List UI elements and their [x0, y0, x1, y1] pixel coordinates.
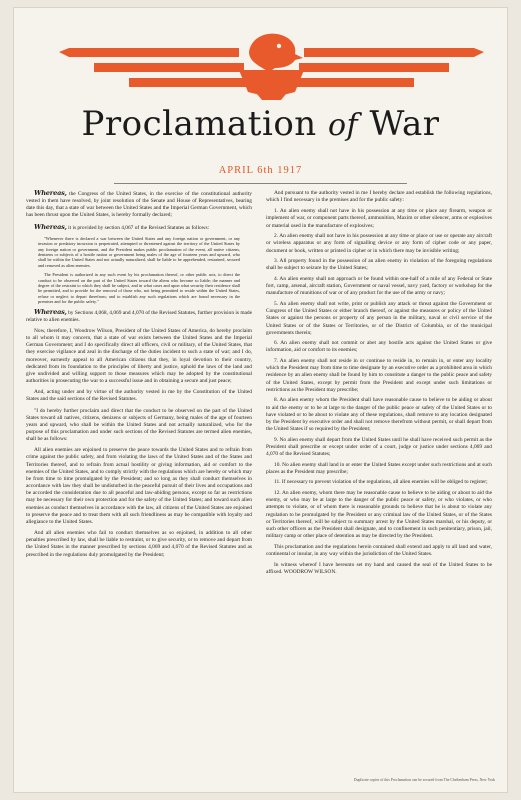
penalties-paragraph: And all alien enemies who fail to conduct themselves as so enjoined, in addition to all other penalties prescribed by law, shall be liable to restraint, or to give security, or to remove and depart from the United States in the manner prescribed by sections 4,069 and 4,070 of the Revised Statutes and as prescribed in the regulations duly promulgated by the President;: [26, 530, 252, 558]
regulation-2: 2. An alien enemy shall not have in his possession at any time or place or use or operate any aircraft or wireless apparatus or any form of signalling device or any form of cipher code or any paper, document or book, written or printed in cipher or in which there may be invisible writing;: [266, 233, 492, 254]
left-column: [26, 190, 252, 765]
proclamation-title: [14, 104, 507, 144]
whereas-paragraph-2: [26, 224, 252, 232]
poster-sheet: [14, 8, 507, 792]
regulation-1: 1. An alien enemy shall not have in his possession at any time or place any firearm, weapon or implement of war, or component parts thereof, ammunition, Maxim or other silencer, arms or explosives or material used in the manufacture of explosives;: [266, 208, 492, 229]
witness-paragraph: In witness whereof I have hereunto set my hand and caused the seal of the United States to be affixed. WOODROW WILSON.: [266, 562, 492, 576]
statute-quote-1: "Whenever there is declared a war between the United States and any foreign nation or government, or any invasion or predatory incursion is perpetrated, attempted or threatened against the territory of the United States by any foreign nation or government, and the President makes public proclamation of the event, all native citizens, denizens or subjects of a hostile nation or government being males of the age of fourteen years and upward, who shall be within the United States and not actually naturalized, shall be liable to be apprehended, restrained, secured and removed as alien enemies.: [38, 235, 240, 268]
right-column: [266, 190, 492, 765]
proclamation-paragraph: Now, therefore, I, Woodrow Wilson, President of the United States of America, do hereby proclaim to all whom it may concern, that a state of war exists between the United States and the Imperial German Government; and I do specifically direct all officers, civil or military, of the United States, that they exercise vigilance and zeal in the discharge of the duties incident to such a state of war; and I do, moreover, earnestly appeal to all American citizens that they, in loyal devotion to their country, dedicated from its foundation to the principles of liberty and justice, uphold the laws of the land and give undivided and willing support to those measures which may be adopted by the constitutional authorities in prosecuting the war to a successful issue and in obtaining a secure and just peace;: [26, 327, 252, 385]
whereas-lead: Whereas,: [34, 190, 67, 197]
statute-quote-2: The President is authorized in any such event by his proclamation thereof, or other public acts, to direct the conduct to be observed on the part of the United States toward the aliens who become so liable; the manner and degree of the restraint to which they shall be subject, and in what cases and upon what security their residence shall be permitted, and to provide for the removal of those who, not being permitted to reside within the United States, refuse or neglect to depart therefrom; and to establish any such regulations which are found necessary in the premises and for the public safety.": [38, 272, 240, 305]
regulation-5: 5. An alien enemy shall not write, print or publish any attack or threat against the Government or Congress of the United States or either branch thereof, or against the measures or policy of the United States or against the persons or property of any person in the military, naval or civil service of the United States or of the States or Territories, or of the District of Columbia, or of the municipal governments therein;: [266, 301, 492, 336]
proclamation-date: APRIL 6th 1917: [218, 165, 303, 176]
regulation-4: 4. An alien enemy shall not approach or be found within one-half of a mile of any Federal or State fort, camp, arsenal, aircraft station, Government or naval vessel, navy yard, factory or workshop for the manufacture of munitions of war or of any product for the use of the army or navy;: [266, 276, 492, 297]
printer-footnote: Duplicate copies of this Proclamation can be secured from The Cheltenham Press, New York: [353, 778, 495, 782]
whereas-lead: Whereas,: [34, 307, 67, 316]
divider: [114, 183, 407, 184]
jurisdiction-paragraph: This proclamation and the regulations herein contained shall extend and apply to all land and water, continental or insular, in any way within the jurisdiction of the United States.: [266, 543, 492, 557]
whereas-paragraph-3: [26, 309, 252, 324]
title-war: War: [358, 104, 440, 144]
regulation-8: 8. An alien enemy whom the President shall have reasonable cause to believe to be aiding or about to aid the enemy or to be at large to the danger of the public peace or safety of the United States or to have violated or to be about to violate any of these regulations, shall remove to any location designated by the President by executive order and shall not remove therefrom without permit, or shall depart from the United States if so required by the President;: [266, 397, 492, 433]
title-proclamation: Proclamation: [81, 104, 328, 144]
regulation-7: 7. An alien enemy shall not reside in or continue to reside in, to remain in, or enter any locality which the President may from time to time designate by an executive order as a prohibited area in which residence by an alien enemy shall be found by him to constitute a danger to the public peace and safety of the United States, except by permit from the President and except under such limitations or restrictions as the President may prescribe;: [266, 358, 492, 393]
paragraph-text: by Sections 4,068, 4,069 and 4,070 of the Revised Statutes, further provision is made relative to alien enemies.: [26, 309, 252, 323]
paragraph-text: it is provided by section 4,067 of the Revised Statutes as follows:: [66, 224, 210, 231]
eagle-emblem: [59, 30, 484, 100]
regulation-11: 11. If necessary to prevent violation of the regulations, all alien enemies will be obliged to register;: [274, 479, 488, 486]
regulations-intro: And pursuant to the authority vested in me I hereby declare and establish the following regulations, which I find necessary in the premises and for the public safety:: [266, 190, 492, 204]
authority-paragraph: And, acting under and by virtue of the authority vested in me by the Constitution of the United States and the said sections of the Revised Statutes.: [26, 389, 252, 403]
direction-paragraph: "I do hereby further proclaim and direct that the conduct to be observed on the part of the United States toward all natives, citizens, denizens or subjects of Germany, being males of the age of fourteen years and upward, who shall be within the United States and not actually naturalized, who for the purpose of this proclamation and under such sections of the Revised Statutes are termed alien enemies, shall be as follows:: [26, 407, 252, 443]
regulation-6: 6. An alien enemy shall not commit or abet any hostile acts against the United States or give information, aid or comfort to its enemies;: [266, 340, 492, 354]
regulation-9: 9. No alien enemy shall depart from the United States until he shall have received such permit as the President shall prescribe or except under order of a court, judge or justice under sections 4,069 and 4,070 of the Revised Statutes;: [266, 436, 492, 457]
regulation-3: 3. All property found in the possession of an alien enemy in violation of the foregoing regulations shall be subject to seizure by the United States;: [266, 258, 492, 272]
alien-enemies-paragraph: All alien enemies are enjoined to preserve the peace towards the United States and to refrain from crime against the public safety, and from violating the laws of the United States and of the States and Territories thereof, and to refrain from actual hostility or giving information, aid or comfort to the enemies of the United States, and to comply strictly with the regulations which are hereby or which may be from time to time promulgated by the President; and so long as they shall conduct themselves in accordance with law they shall be undisturbed in the peaceful pursuit of their lives and occupations and be accorded the consideration due to all peaceful and law-abiding persons, except so far as restrictions may be necessary for their own protection and for the safety of the United States; and toward such alien enemies as conduct themselves in accordance with the law, all citizens of the United States are enjoined to preserve the peace and to treat them with all such friendliness as may be compatible with loyalty and allegiance to the United States.: [26, 447, 252, 525]
title-of: of: [328, 108, 359, 143]
paragraph-text: the Congress of the United States, in the exercise of the constitutional authority vested in them have resolved, by joint resolution of the Senate and House of Representatives, bearing date this day, that a state of war between the United States and the Imperial German Government, which has been thrust upon the United States, is hereby formally declared;: [26, 191, 252, 219]
whereas-paragraph-1: [26, 190, 252, 220]
regulation-10: 10. No alien enemy shall land in or enter the United States except under such restrictions and at such places as the President may prescribe;: [266, 461, 492, 475]
whereas-lead: Whereas,: [34, 222, 67, 231]
regulation-12: 12. An alien enemy, whom there may be reasonable cause to believe to be aiding or about to aid the enemy, or who may be at large to the danger of the public peace or safety, or who violates, or who attempts to violate, or of whom there is reasonable grounds to believe that he is about to violate any regulation to be promulgated by the President or any criminal law of the United States, or of the States or Territories thereof, will be subject to summary arrest by the United States marshal, or his deputy, or such other officers as the President shall designate, and to confinement in such penitentiary, prison, jail, military camp or other place of detention as may be directed by the President.: [266, 490, 492, 540]
